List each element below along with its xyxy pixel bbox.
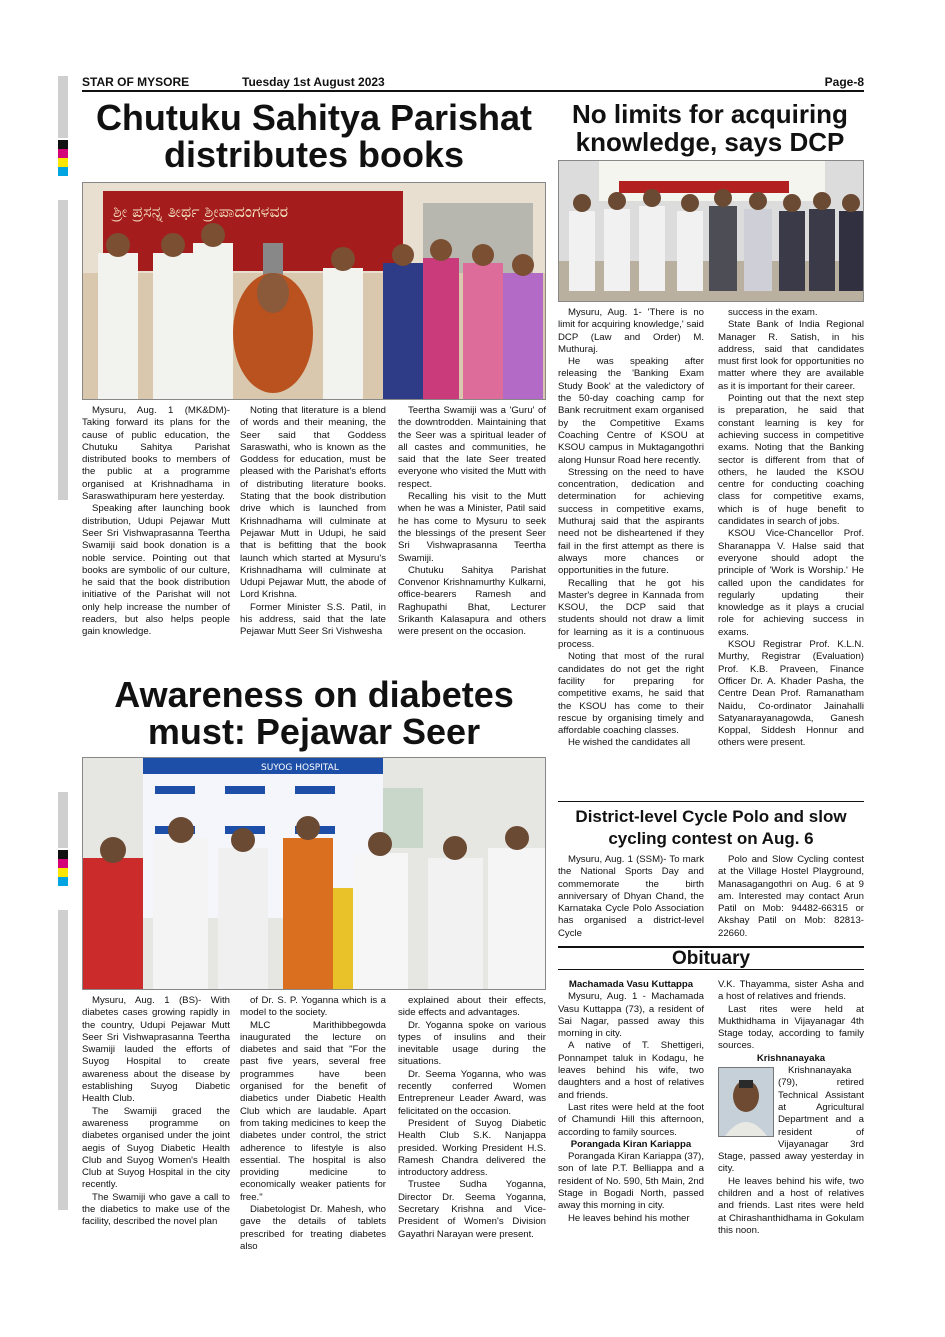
headline-diabetes: Awareness on diabetes must: Pejawar Seer (114, 674, 514, 752)
margin-strip (58, 792, 68, 848)
obituary-title: Obituary (558, 946, 864, 970)
headline-chutuku: Chutuku Sahitya Parishat distributes books (95, 97, 533, 175)
hospital-sign: SUYOG HOSPITAL (261, 763, 339, 773)
article1-col2: Noting that literature is a blend of words and their meaning, the Seer said that Goddess Saraswathi, who is known as the Goddess for education, must be pleased with the Parishat's efforts of distributing literature books. Stating that the book distribution drive which is launched from Krishnadhama will culminate at Pejawar Mutt in Udupi, he said that is befitting that the book launch which started at Mysuru's Krishnadhama will culminate at Udupi Pejawar Mutt, the abode of Lord Krishna. Former Minister S.S. Patil, in his address, said that the late Pejawar Mutt Seer Sri Vishwesha (240, 405, 386, 638)
obituary-col1: Machamada Vasu Kuttappa Mysuru, Aug. 1 - Machamada Vasu Kuttappa (73), a resident of Sai Nagar, passed away this morning in city. A native of T. Shettigeri, Ponnampet taluk in Kodagu, he leaves behind his wife, two daughters and a host of relatives and friends. Last rites were held at the foot of Chamundi Hill this afternoon, according to family sources. Porangada Kiran Kariappa Porangada Kiran Kariappa (37), son of late P.T. Belliappa and a resident of No. 590, 5th Main, 2nd Stage in Bogadi North, passed away this morning in city. He leaves behind his mother (558, 979, 704, 1224)
photo-book-distribution (82, 182, 546, 400)
issue-date: Tuesday 1st August 2023 (242, 75, 385, 89)
photo-ksou-event (558, 160, 864, 302)
margin-strip (58, 76, 68, 138)
article2-col2: success in the exam. State Bank of India Regional Manager R. Satish, in his address, said that candidates must first look for opportunities no matter where they are available as it is important for their career. Pointing out that the next step is preparation, he said that constant learning is key for achieving success in competitive exams. Noting that the Banking sector is different from that of others, he lauded the KSOU centre for conducting coaching class for competitive exams, which is of huge benefit to candidates in search of jobs. KSOU Vice-Chancellor Prof. Sharanappa V. Halse said that everyone should adopt the principle of 'Work is Worship.' He called upon the candidates for regularly updating their knowledge as it plays a crucial role for achieving success in exams. KSOU Registrar Prof. K.L.N. Murthy, Registrar (Evaluation) Prof. K.B. Praveen, Finance Officer Dr. A. Khader Pasha, the Centre Dean Prof. Ramanatham Naidu, Co-ordinator Jainahalli Satyanarayanagowda, Ganesh Koppal, Siddesh Honnur and others were present. (718, 307, 864, 749)
obituary-name: Machamada Vasu Kuttappa (568, 979, 694, 990)
article4-col2: Polo and Slow Cycling contest at the Village Hostel Playground, Manasagangothri on Aug. 6 at 9 am. Interested may contact Arun Patil on Mob: 94482-66315 or Akshay Patil on Mob: 82813-22660. (718, 854, 864, 939)
obituary-name: Porangada Kiran Kariappa (570, 1138, 692, 1150)
headline-dcp: No limits for acquiring knowledge, says DCP (572, 99, 848, 157)
divider (558, 801, 864, 802)
article2-col1: Mysuru, Aug. 1- 'There is no limit for acquiring knowledge,' said DCP (Law and Order) M. Muthuraj. He was speaking after releasing the 'Banking Exam Study Book' at the valedictory of the 50-day coaching camp for Bank recruitment exam organised by the Competitive Exams Coaching Centre of KSOU at KSOU campus in Muktagangothri along Hunsur Road here recently. Stressing on the need to have concentration, dedication and determination for achieving success in competitive exams, Muthuraj said that the aspirants need not be disheartened if they fail in the first attempt as there is always more chances or opportunities in the future. Recalling that he got his Master's degree in Kannada from KSOU, the DCP said that students should not draw a limit for learning as it is a continuous process. Noting that most of the rural candidates do not get the right facility for preparing for competitive exams, he said that the KSOU has come to their rescue by organising timely and affordable coaching classes. He wished the candidates all (558, 307, 704, 749)
headline-cycle-polo: District-level Cycle Polo and slow cycling contest on Aug. 6 (575, 807, 847, 848)
page-number: Page-8 (824, 75, 864, 89)
registration-mark (58, 850, 68, 886)
margin-strip (58, 200, 68, 500)
article3-col3: explained about their effects, side effects and advantages. Dr. Yoganna spoke on various types of insulins and their inevitable usage during the situations. Dr. Seema Yoganna, who was recently conferred Women Entrepreneur Leader Award, was felicitated on the occasion. President of Suyog Diabetic Health Club S.K. Nanjappa presided. Working President H.S. Ramesh Chandra delivered the introductory address. Trustee Sudha Yoganna, Director Dr. Seema Yoganna, Secretary Krishna and Vice-President of Women's Division Gayathri Narayan were present. (398, 995, 546, 1240)
article3-col1: Mysuru, Aug. 1 (BS)- With diabetes cases growing rapidly in the country, Udupi Pejawar Mutt Seer Sri Vishwaprasanna Teertha Swamiji lauded the efforts of Suyog Hospital to create awareness about the disease by establishing Suyog Diabetic Health Club. The Swamiji graced the awareness programme on diabetes organised under the joint aegis of Suyog Diabetic Health Club and Suyog Women's Health Club at Suyog Hospital in the city recently. The Swamiji who gave a call to the diabetics to make use of the facility, described the novel plan (82, 995, 230, 1228)
masthead (82, 74, 864, 92)
article3-col2: of Dr. S. P. Yoganna which is a model to the society. MLC Marithibbegowda inaugurated the lecture on diabetes and said that "For the past five years, several free programmes have been organised for the benefit of diabetics under Diabetic Health Club which are laudable. Apart from taking medicines to keep the diabetes under control, the strict adherence to lifestyle is also essential. The hospital is also providing medicine to economically weaker patients for free." Diabetologist Dr. Mahesh, who gave the details of tablets prescribed for treating diabetes also (240, 995, 386, 1252)
article4-col1: Mysuru, Aug. 1 (SSM)- To mark the National Sports Day and commemorate the birth anniversary of Dhyan Chand, the Karnataka Cycle Polo Association has organised a district-level Cycle (558, 854, 704, 939)
article1-col3: Teertha Swamiji was a 'Guru' of the downtrodden. Maintaining that the Seer was a spiritual leader of all castes and communities, he said that the late Seer treated everyone who visited the Mutt with respect. Recalling his visit to the Mutt when he was a Minister, Patil said he has come to Mysuru to seek the blessings of the present Seer Sri Vishwaprasanna Teertha Swamiji. Chutuku Sahitya Parishat Convenor Krishnamurthy Kulkarni, office-bearers Ramesh and Raghupathi Bhat, Lecturer Srikanth Kalasapura and others were present on the occasion. (398, 405, 546, 638)
margin-strip (58, 910, 68, 1210)
obituary-portrait (718, 1067, 774, 1137)
photo-diabetes-event (82, 757, 546, 990)
registration-mark (58, 140, 68, 176)
paper-name: STAR OF MYSORE (82, 75, 190, 89)
banner-text: ಶ್ರೀ ಪ್ರಸನ್ನ ತೀರ್ಥ ಶ್ರೀಪಾದಂಗಳವರ (113, 202, 289, 221)
obituary-col2: V.K. Thayamma, sister Asha and a host of relatives and friends. Last rites were held at Mukthidhama in Vijayanagar 4th Stage today, according to family sources. Krishnanayaka Krishnanayaka (79), retired Technical Assistant at Agricultural Department and a resident of Vijayanagar 3rd Stage, passed away yesterday in city. He leaves behind his wife, two children and a host of relatives and friends. Last rites were held at Chirashanthidhama in Gokulam this noon. (718, 979, 864, 1236)
obituary-name: Krishnanayaka (756, 1052, 826, 1064)
article1-col1: Mysuru, Aug. 1 (MK&DM)- Taking forward its plans for the cause of public education, the Chutuku Sahitya Parishat distributed books to members of the public at a programme organised at Krishnadhama in Saraswathipuram here yesterday. Speaking after launching book distribution, Udupi Pejawar Mutt Seer Sri Vishwaprasanna Teertha Swamiji said book donation is a noble service. Pointing out that books are symbolic of our culture, he said that the book distribution initiative of the Parishat will not only help increase the number of readers, but also helps people gain knowledge. (82, 405, 230, 638)
